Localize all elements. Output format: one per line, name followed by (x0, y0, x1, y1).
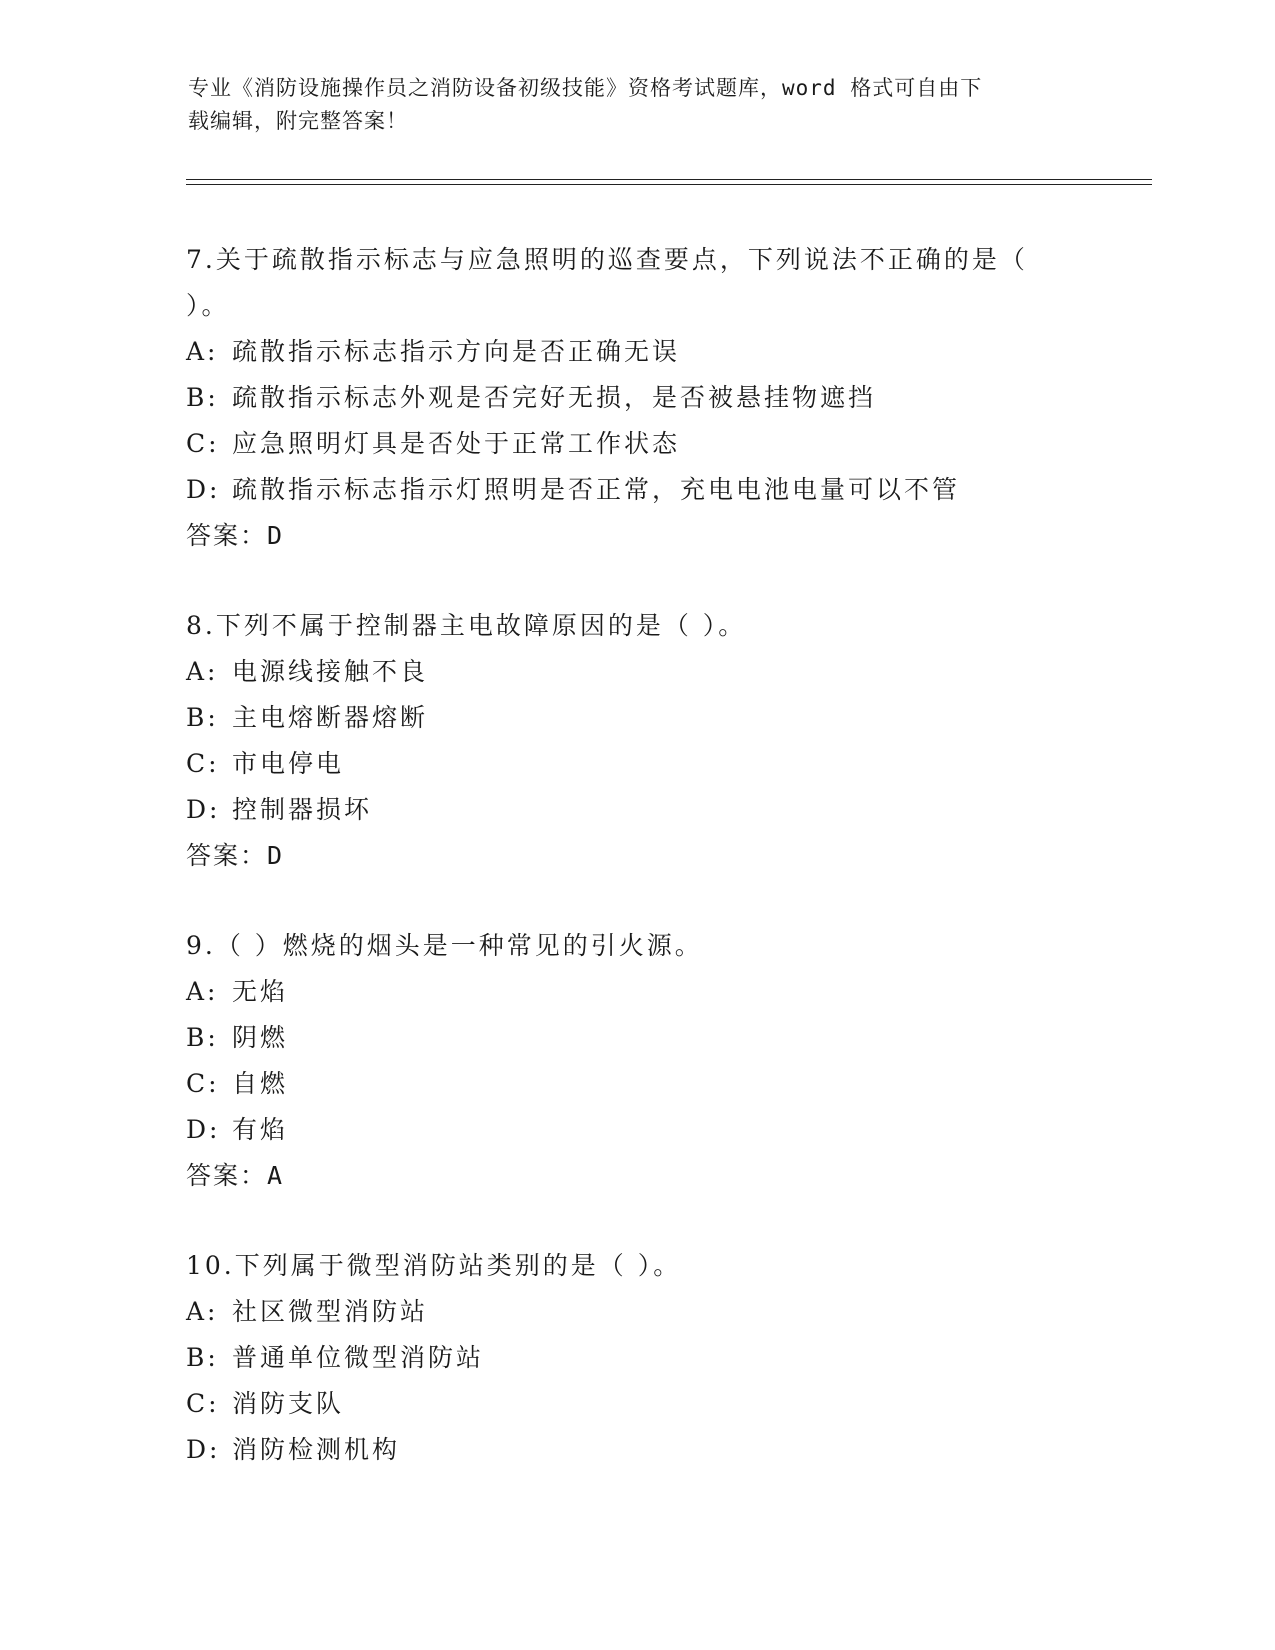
question-stem: 10.下列属于微型消防站类别的是（ ）。 (186, 1251, 682, 1280)
header-divider-top (186, 179, 1152, 180)
option-text: 疏散指示标志指示灯照明是否正常，充电电池电量可以不管 (232, 475, 961, 504)
question-stem: 9.（ ）燃烧的烟头是一种常见的引火源。 (186, 931, 703, 960)
option-key: B: (186, 703, 219, 732)
option-text: 自燃 (232, 1069, 289, 1098)
option-text: 疏散指示标志指示方向是否正确无误 (232, 337, 681, 366)
option-text: 无焰 (232, 977, 289, 1006)
question-stem: 7.关于疏散指示标志与应急照明的巡查要点，下列说法不正确的是（ (186, 245, 1028, 274)
option-c (186, 741, 1086, 787)
option-key: A: (186, 1297, 219, 1326)
option-text: 消防支队 (232, 1389, 345, 1418)
question-list (186, 237, 1086, 1517)
option-b (186, 1335, 1086, 1381)
option-b (186, 375, 1086, 421)
option-text: 有焰 (232, 1115, 289, 1144)
option-d (186, 1427, 1086, 1473)
option-a (186, 649, 1086, 695)
option-text: 疏散指示标志外观是否完好无损，是否被悬挂物遮挡 (232, 383, 877, 412)
option-text: 阴燃 (232, 1023, 289, 1052)
option-text: 普通单位微型消防站 (232, 1343, 485, 1372)
option-text: 控制器损坏 (232, 795, 373, 824)
option-key: B: (186, 383, 219, 412)
document-header (188, 72, 1068, 138)
option-key: D: (186, 795, 221, 824)
option-key: A: (186, 977, 219, 1006)
question-8 (186, 603, 1086, 879)
question-9 (186, 923, 1086, 1199)
header-divider-bottom (186, 184, 1152, 185)
answer-line: 答案：A (186, 1161, 285, 1190)
option-key: C: (186, 1069, 220, 1098)
question-10 (186, 1243, 1086, 1473)
option-b (186, 695, 1086, 741)
option-text: 电源线接触不良 (232, 657, 429, 686)
option-key: D: (186, 475, 221, 504)
option-key: B: (186, 1023, 219, 1052)
option-text: 消防检测机构 (232, 1435, 401, 1464)
option-text: 主电熔断器熔断 (232, 703, 429, 732)
header-line-1: 专业《消防设施操作员之消防设备初级技能》资格考试题库，word 格式可自由下 (188, 76, 983, 100)
option-key: C: (186, 1389, 220, 1418)
option-key: A: (186, 657, 219, 686)
header-line-2: 载编辑，附完整答案！ (188, 109, 408, 133)
option-key: B: (186, 1343, 219, 1372)
answer-line: 答案：D (186, 521, 285, 550)
option-c (186, 1381, 1086, 1427)
option-c (186, 1061, 1086, 1107)
option-b (186, 1015, 1086, 1061)
option-text: 社区微型消防站 (232, 1297, 429, 1326)
question-7 (186, 237, 1086, 559)
option-a (186, 1289, 1086, 1335)
option-a (186, 969, 1086, 1015)
option-key: C: (186, 749, 220, 778)
question-stem-continued: ）。 (186, 291, 230, 320)
option-text: 市电停电 (232, 749, 345, 778)
option-c (186, 421, 1086, 467)
option-key: D: (186, 1115, 221, 1144)
option-d (186, 1107, 1086, 1153)
option-key: D: (186, 1435, 221, 1464)
question-stem: 8.下列不属于控制器主电故障原因的是（ ）。 (186, 611, 747, 640)
option-a (186, 329, 1086, 375)
option-d (186, 467, 1086, 513)
option-key: C: (186, 429, 220, 458)
option-key: A: (186, 337, 219, 366)
option-d (186, 787, 1086, 833)
answer-line: 答案：D (186, 841, 285, 870)
option-text: 应急照明灯具是否处于正常工作状态 (232, 429, 681, 458)
